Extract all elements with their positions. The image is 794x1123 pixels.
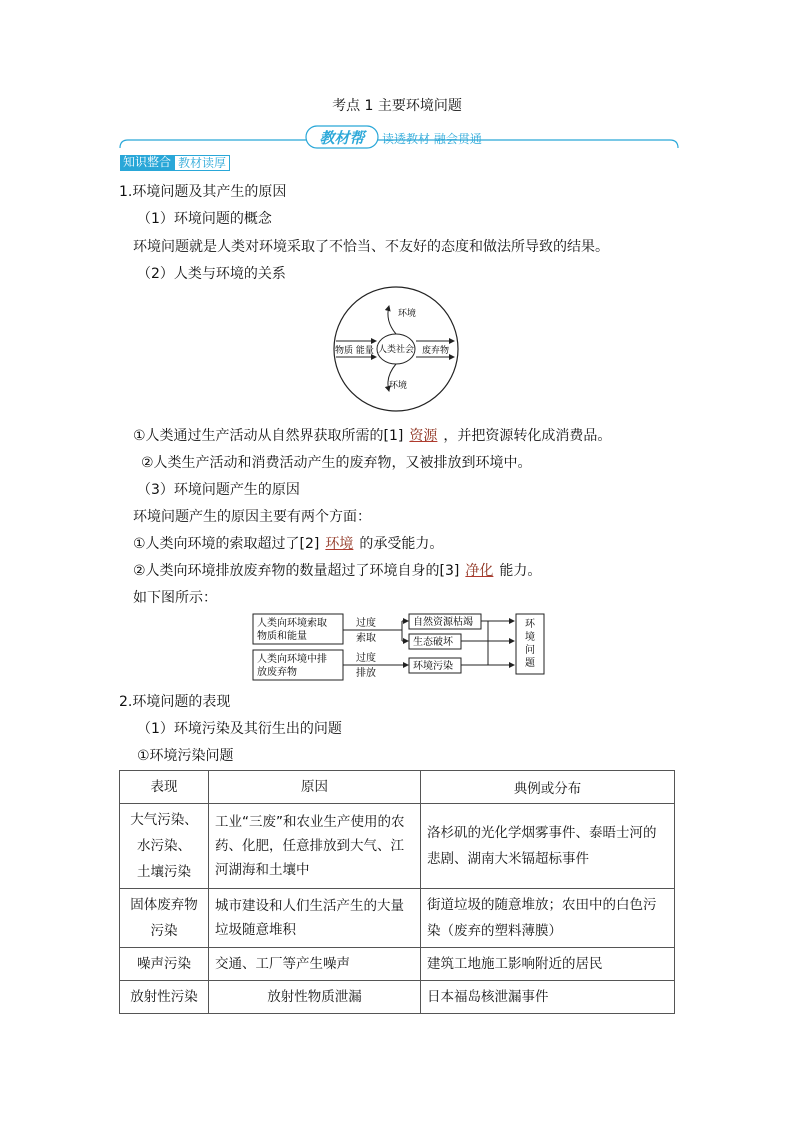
flow-final-char-2: 境 [525,632,535,643]
relation-line-1 [133,425,611,445]
section-2-sub-1-item: ①环境污染问题 [137,748,234,764]
table-cell-example: 日本福岛核泄漏事件 [421,981,675,1014]
blank-2-answer: 环境 [325,536,354,552]
relation-line-1-post: ，并把资源转化成消费品。 [443,428,612,444]
sub-1-text: 环境问题就是人类对环境采取了不恰当、不友好的态度和做法所导致的结果。 [133,239,609,255]
section-2-heading: 2.环境问题的表现 [119,694,231,710]
tag-textbook: 教材读厚 [174,155,230,171]
figure-caption: 如下图所示： [133,590,217,606]
relation-line-1-pre: ①人类通过生产活动从自然界获取所需的[1] [133,428,404,444]
table-cell-cause: 放射性物质泄漏 [209,981,421,1014]
cell-line: 大气污染、 [130,812,198,828]
section-2-sub-1: （1）环境污染及其衍生出的问题 [137,721,342,737]
cause-line-1-post: 的承受能力。 [359,536,444,552]
banner-brand: 教材帮 [319,129,365,147]
diagram-right-label: 废弃物 [422,346,450,356]
sub-1-title: （1）环境问题的概念 [137,211,272,227]
table-cell-cause: 城市建设和人们生活产生的大量垃圾随意堆积 [209,889,421,948]
blank-1-answer: 资源 [409,428,438,444]
table-header: 表现 [120,771,209,804]
table-cell-cause: 交通、工厂等产生噪声 [209,948,421,981]
table-cell-type [120,889,209,948]
sub-2-title: （2）人类与环境的关系 [137,266,286,282]
relation-line-2: ②人类生产活动和消费活动产生的废弃物，又被排放到环境中。 [141,455,532,471]
diagram-top-label: 环境 [398,309,417,319]
table-cell-type [120,981,209,1014]
table-row [120,948,675,981]
flow-box-2-line-1: 人类向环境中排 [257,654,327,665]
table-header-row [120,771,675,804]
cause-line-2-pre: ②人类向环境排放废弃物的数量超过了环境自身的[3] [133,563,460,579]
flow-result-1: 自然资源枯竭 [413,617,473,628]
section-banner [118,122,680,152]
flow-arrow-1-bottom: 索取 [356,633,376,644]
flow-final-char-3: 问 [525,645,535,656]
diagram-left-label: 物质 能量 [335,346,374,356]
blank-3-answer: 净化 [465,563,494,579]
cause-flow-diagram [252,612,548,684]
human-environment-diagram [330,285,462,413]
flow-box-1-line-1: 人类向环境索取 [257,618,327,629]
cell-line: 固体废弃物 [130,897,198,913]
flow-arrow-2-bottom: 排放 [356,668,376,679]
cell-line: 土壤污染 [137,864,191,880]
page-title: 考点 1 主要环境问题 [332,98,462,114]
cell-line: 水污染、 [137,838,191,854]
sub-3-intro: 环境问题产生的原因主要有两个方面： [133,509,371,525]
flow-final-char-1: 环 [525,619,535,630]
flow-arrow-1-top: 过度 [356,618,376,629]
banner-slogan: 读透教材 融会贯通 [382,132,482,146]
table-row [120,804,675,889]
section-1-heading: 1.环境问题及其产生的原因 [119,184,287,200]
flow-result-3: 环境污染 [413,661,453,672]
cell-line: 放射性污染 [130,989,198,1005]
cell-line: 噪声污染 [137,956,191,972]
tag-knowledge: 知识整合 [120,155,174,171]
cause-line-1-pre: ①人类向环境的索取超过了[2] [133,536,320,552]
flow-arrow-2-top: 过度 [356,653,376,664]
table-cell-type [120,948,209,981]
flow-box-2-line-2: 放废弃物 [257,667,297,678]
cause-line-1 [133,533,443,553]
cause-line-2 [133,560,541,580]
table-cell-example: 建筑工地施工影响附近的居民 [421,948,675,981]
flow-final-char-4: 题 [525,658,535,669]
table-header: 典例或分布 [421,771,675,804]
table-cell-type [120,804,209,889]
table-header: 原因 [209,771,421,804]
table-cell-cause: 工业“三废”和农业生产使用的农药、化肥，任意排放到大气、江河湖海和土壤中 [209,804,421,889]
table-cell-example: 街道垃圾的随意堆放；农田中的白色污染（废弃的塑料薄膜） [421,889,675,948]
diagram-bottom-label: 环境 [389,381,408,391]
flow-box-1-line-2: 物质和能量 [257,631,307,642]
table-row [120,889,675,948]
flow-result-2: 生态破坏 [413,637,453,648]
table-cell-example: 洛杉矶的光化学烟雾事件、泰晤士河的悲剧、湖南大米镉超标事件 [421,804,675,889]
table-row [120,981,675,1014]
cause-line-2-post: 能力。 [499,563,542,579]
diagram-center-label: 人类社会 [377,345,415,355]
cell-line: 污染 [150,923,178,939]
knowledge-tags [120,155,230,171]
sub-3-title: （3）环境问题产生的原因 [137,482,300,498]
pollution-table [119,770,675,1014]
